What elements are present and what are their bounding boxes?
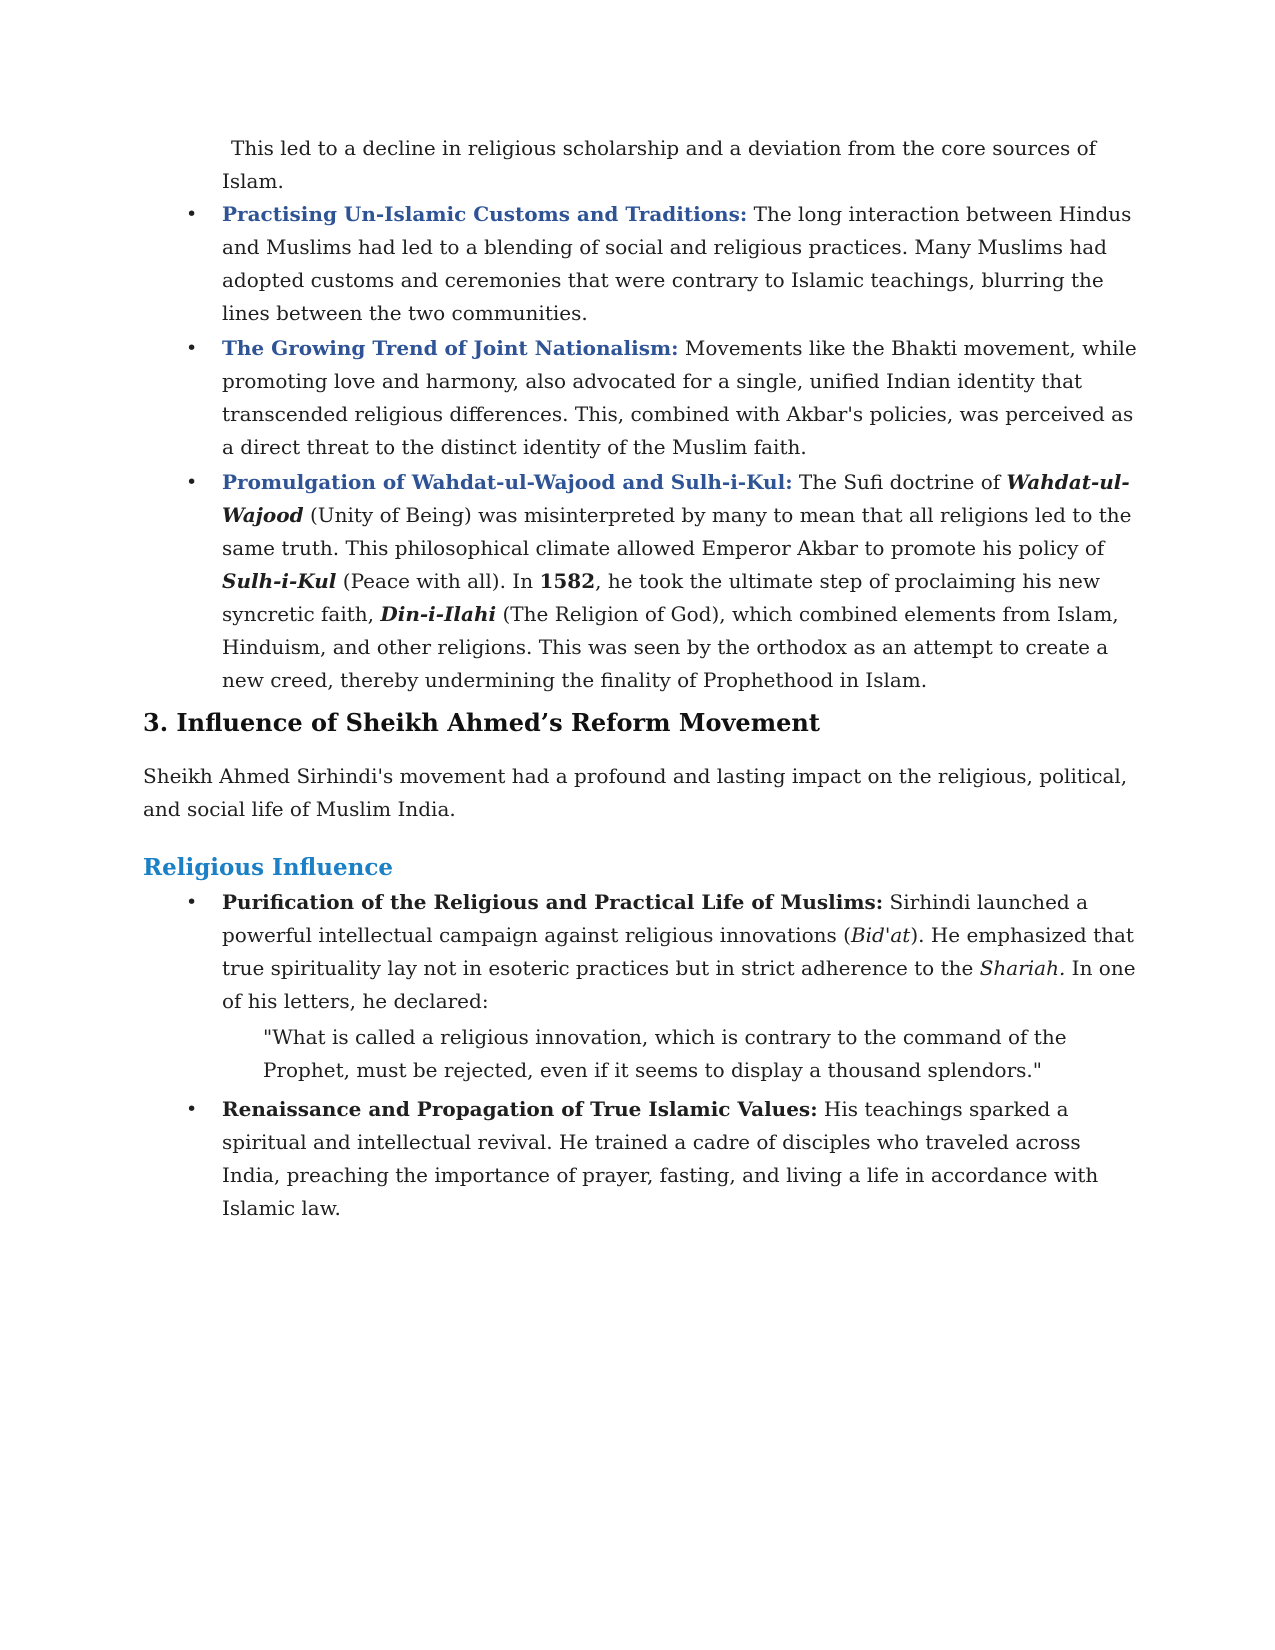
text-segment: Bid'at bbox=[850, 923, 911, 947]
list-item-text bbox=[222, 336, 1137, 459]
text-segment: Wahdat-ul-Wajood bbox=[222, 470, 1130, 527]
text-segment: Practising Un-Islamic Customs and Traditions: bbox=[222, 202, 748, 226]
text-segment: (Peace with all). In bbox=[336, 569, 540, 593]
text-segment: , he took the ultimate step of proclaiming his new syncretic faith, bbox=[222, 569, 1101, 626]
text-segment: Din-i-Ilahi bbox=[380, 602, 497, 626]
list-item-text bbox=[222, 202, 1131, 325]
section-intro-paragraph: Sheikh Ahmed Sirhindi's movement had a profound and lasting impact on the religious, political, and social life of Muslim India. bbox=[143, 764, 1128, 821]
text-segment: His teachings sparked a spiritual and intellectual revival. He trained a cadre of disciples who traveled across India, preaching the importance of prayer, fasting, and living a life in accordance with Islamic law. bbox=[222, 1097, 1099, 1220]
text-segment: In one of his letters, he declared: bbox=[222, 956, 1136, 1013]
text-segment: Movements like the Bhakti movement, while promoting love and harmony, also advocated for a single, unified Indian identity that transcended religious differences. This, combined with Akbar's policies, was perceived as a direct threat to the distinct identity of the Muslim faith. bbox=[222, 336, 1137, 459]
text-segment: The Sufi doctrine of bbox=[792, 470, 1007, 494]
list-item-text bbox=[222, 890, 1136, 1013]
text-segment: (Unity of Being) was misinterpreted by many to mean that all religions led to the same truth. This philosophical climate allowed Emperor Akbar to promote his policy of bbox=[222, 503, 1132, 560]
text-segment: Shariah. bbox=[979, 956, 1066, 980]
list-item-promulgation bbox=[222, 466, 1143, 697]
text-segment: (The Religion of God), which combined elements from Islam, Hinduism, and other religions. This was seen by the orthodox as an attempt to create a new creed, thereby undermining the finality of Prophethood in Islam. bbox=[222, 602, 1119, 692]
influence-list-continued bbox=[143, 1093, 1143, 1225]
text-segment: Promulgation of Wahdat-ul-Wajood and Sulh-i-Kul: bbox=[222, 470, 793, 494]
text-segment: The long interaction between Hindus and Muslims had led to a blending of social and religious practices. Many Muslims had adopted customs and ceremonies that were contrary to Islamic teachings, blurring the lines between the two communities. bbox=[222, 202, 1132, 325]
section-heading: 3. Influence of Sheikh Ahmed’s Reform Movement bbox=[143, 708, 820, 737]
text-segment: The Growing Trend of Joint Nationalism: bbox=[222, 336, 679, 360]
list-item-joint-nationalism bbox=[222, 332, 1143, 464]
list-item-text bbox=[222, 470, 1132, 692]
text-segment: ). He emphasized that true spirituality lay not in esoteric practices but in strict adherence to the bbox=[222, 923, 1134, 980]
text-segment: Renaissance and Propagation of True Islamic Values: bbox=[222, 1097, 818, 1121]
influence-list bbox=[143, 886, 1143, 1018]
subsection-heading-religious-influence: Religious Influence bbox=[143, 854, 393, 881]
block-quote: "What is called a religious innovation, which is contrary to the command of the Prophet, must be rejected, even if it seems to display a thousand splendors." bbox=[263, 1025, 1067, 1082]
text-segment: Sirhindi launched a powerful intellectual campaign against religious innovations ( bbox=[222, 890, 1088, 947]
list-item-text bbox=[222, 1097, 1098, 1220]
list-item-purification bbox=[222, 886, 1143, 1018]
text-segment: 1582 bbox=[539, 569, 596, 593]
text-segment: Purification of the Religious and Practical Life of Muslims: bbox=[222, 890, 884, 914]
reasons-list bbox=[143, 198, 1143, 697]
list-item-practising-customs bbox=[222, 198, 1143, 330]
list-item-renaissance bbox=[222, 1093, 1143, 1225]
continuation-paragraph: This led to a decline in religious scholarship and a deviation from the core sources of Islam. bbox=[222, 136, 1097, 193]
text-segment: Sulh-i-Kul bbox=[222, 569, 337, 593]
